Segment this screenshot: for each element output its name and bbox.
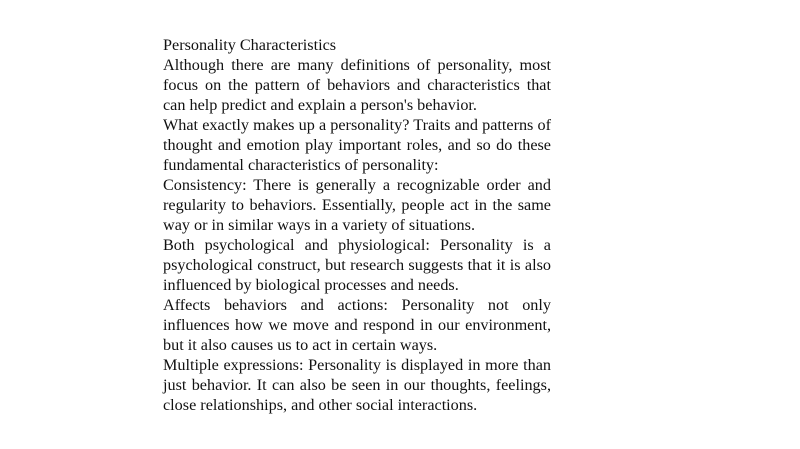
- paragraph-consistency: Consistency: There is generally a recognizable order and regularity to behaviors. Essentially, people act in the same way or in similar ways in a variety of situations.: [163, 176, 551, 234]
- paragraph-definition: Although there are many definitions of personality, most focus on the pattern of behaviors and characteristics that can help predict and explain a person's behavior.: [163, 56, 551, 114]
- document-title: Personality Characteristics: [163, 36, 337, 54]
- paragraph-behaviors-actions: Affects behaviors and actions: Personality not only influences how we move and respond in our environment, but it also causes us to act in certain ways.: [163, 296, 551, 354]
- paragraph-multiple-expressions: Multiple expressions: Personality is displayed in more than just behavior. It can also be seen in our thoughts, feelings, close relationships, and other social interactions.: [163, 356, 551, 414]
- document-body: [163, 35, 551, 415]
- paragraph-intro: What exactly makes up a personality? Traits and patterns of thought and emotion play important roles, and so do these fundamental characteristics of personality:: [163, 116, 551, 174]
- paragraph-psych-physio: Both psychological and physiological: Personality is a psychological construct, but research suggests that it is also influenced by biological processes and needs.: [163, 236, 551, 294]
